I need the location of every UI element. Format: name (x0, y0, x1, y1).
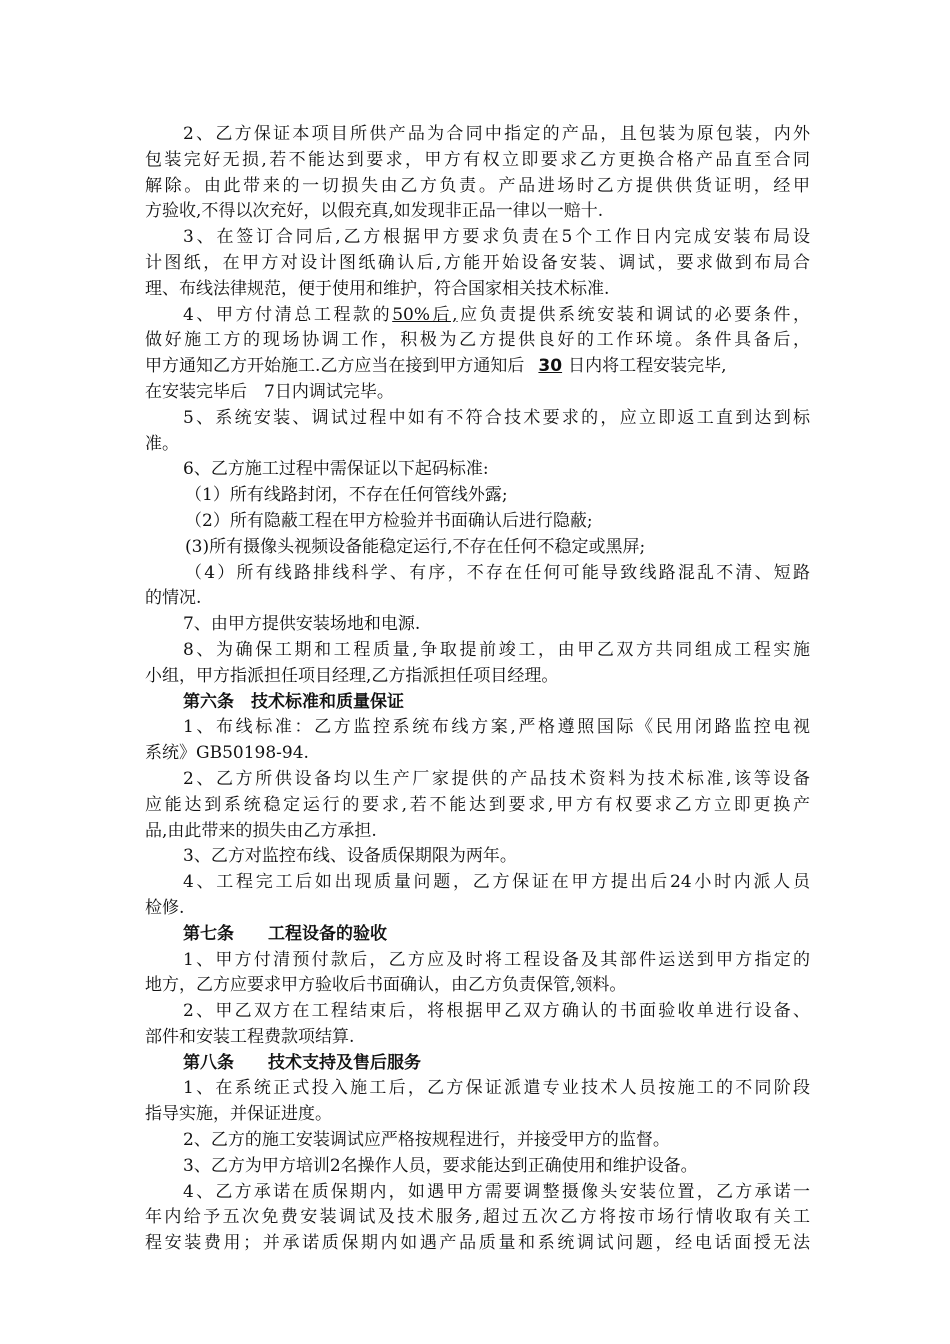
text-line: 3、乙方对监控布线、设备质保期限为两年。 (183, 846, 517, 867)
clause-4-pre: 4、甲方付清总工程款的 (183, 304, 393, 325)
text-line: 3、乙方为甲方培训2名操作人员，要求能达到正确使用和维护设备。 (183, 1155, 698, 1176)
text-line: 2、甲乙双方在工程结束后，将根据甲乙双方确认的书面验收单进行设备、 (183, 1001, 810, 1022)
text-line: 解除。由此带来的一切损失由乙方负责。产品进场时乙方提供供货证明，经甲 (145, 175, 810, 196)
text-line: (3)所有摄像头视频设备能稳定运行,不存在任何不稳定或黑屏; (185, 536, 646, 557)
text-line: 1、甲方付清预付款后，乙方应及时将工程设备及其部件运送到甲方指定的 (183, 949, 810, 970)
text-line: 检修. (145, 897, 185, 918)
clause-4-line-1 (145, 303, 810, 329)
text-line: 包装完好无损,若不能达到要求，甲方有权立即要求乙方更换合格产品直至合同 (145, 149, 810, 170)
text-line: 系统》GB50198-94. (145, 743, 309, 764)
text-line: 2、乙方的施工安装调试应严格按规程进行，并接受甲方的监督。 (183, 1130, 670, 1151)
text-line: 4、工程完工后如出现质量问题，乙方保证在甲方提出后24小时内派人员 (183, 872, 810, 893)
text-line: 3、在签订合同后,乙方根据甲方要求负责在5个工作日内完成安装布局设 (183, 227, 810, 248)
section-heading-article-6: 第六条 技术标准和质量保证 (183, 691, 404, 712)
text-line: 方验收,不得以次充好，以假充真,如发现非正品一律以一赔十. (145, 201, 604, 222)
clause-4-post: 应负责提供系统安装和调试的必要条件， (457, 304, 810, 325)
text-line: 小组，甲方指派担任项目经理,乙方指派担任项目经理。 (145, 665, 559, 686)
text-line: 应能达到系统稳定运行的要求,若不能达到要求,甲方有权要求乙方立即更换产 (145, 794, 810, 815)
clause-4-line3-post: 日内将工程安装完毕, (568, 356, 727, 377)
text-line: 指导实施，并保证进度。 (145, 1104, 332, 1125)
text-line: 6、乙方施工过程中需保证以下起码标准: (183, 459, 489, 480)
text-line: 年内给予五次免费安装调试及技术服务,超过五次乙方将按市场行情收取有关工 (145, 1207, 810, 1228)
section-heading-article-7: 第七条 工程设备的验收 (183, 923, 387, 944)
clause-4-underlined-percent: 50%后, (392, 304, 458, 325)
text-line: 1、在系统正式投入施工后，乙方保证派遣专业技术人员按施工的不同阶段 (183, 1078, 810, 1099)
clause-4-days-value: 30 (538, 356, 563, 377)
text-line: （2）所有隐蔽工程在甲方检验并书面确认后进行隐蔽; (185, 510, 593, 531)
text-line: 准。 (145, 433, 179, 454)
text-line: （1）所有线路封闭，不存在任何管线外露; (185, 485, 508, 506)
text-line: 4、乙方承诺在质保期内，如遇甲方需要调整摄像头安装位置，乙方承诺一 (183, 1181, 810, 1202)
clause-4-line3-pre: 甲方通知乙方开始施工.乙方应当在接到甲方通知后 (145, 356, 525, 377)
text-line: 5、系统安装、调试过程中如有不符合技术要求的，应立即返工直到达到标 (183, 407, 810, 428)
text-line: 1、布线标准：乙方监控系统布线方案,严格遵照国际《民用闭路监控电视 (183, 717, 810, 738)
text-line: 8、为确保工期和工程质量,争取提前竣工，由甲乙双方共同组成工程实施 (183, 639, 810, 660)
text-line: 理、布线法律规范，便于使用和维护，符合国家相关技术标准. (145, 278, 610, 299)
clause-4-line-3 (145, 354, 810, 380)
text-line: 的情况. (145, 588, 202, 609)
text-line: 品,由此带来的损失由乙方承担. (145, 820, 377, 841)
section-heading-article-8: 第八条 技术支持及售后服务 (183, 1052, 421, 1073)
text-line: 部件和安装工程费款项结算. (145, 1026, 355, 1047)
text-line: 地方，乙方应要求甲方验收后书面确认，由乙方负责保管,领料。 (145, 975, 627, 996)
text-line: 2、乙方保证本项目所供产品为合同中指定的产品，且包装为原包装，内外 (183, 124, 810, 144)
text-line: 计图纸，在甲方对设计图纸确认后,方能开始设备安装、调试，要求做到布局合 (145, 252, 810, 273)
text-line: 程安装费用；并承诺质保期内如遇产品质量和系统调试问题，经电话面授无法 (145, 1233, 810, 1254)
contract-page (145, 122, 810, 1257)
text-line: 2、乙方所供设备均以生产厂家提供的产品技术资料为技术标准,该等设备 (183, 768, 810, 789)
text-line: 在安装完毕后 7日内调试完毕。 (145, 381, 394, 402)
text-line: 7、由甲方提供安装场地和电源. (183, 614, 421, 635)
text-line: 做好施工方的现场协调工作，积极为乙方提供良好的工作环境。条件具备后， (145, 330, 810, 351)
text-line: （4）所有线路排线科学、有序，不存在任何可能导致线路混乱不清、短路 (185, 562, 810, 583)
